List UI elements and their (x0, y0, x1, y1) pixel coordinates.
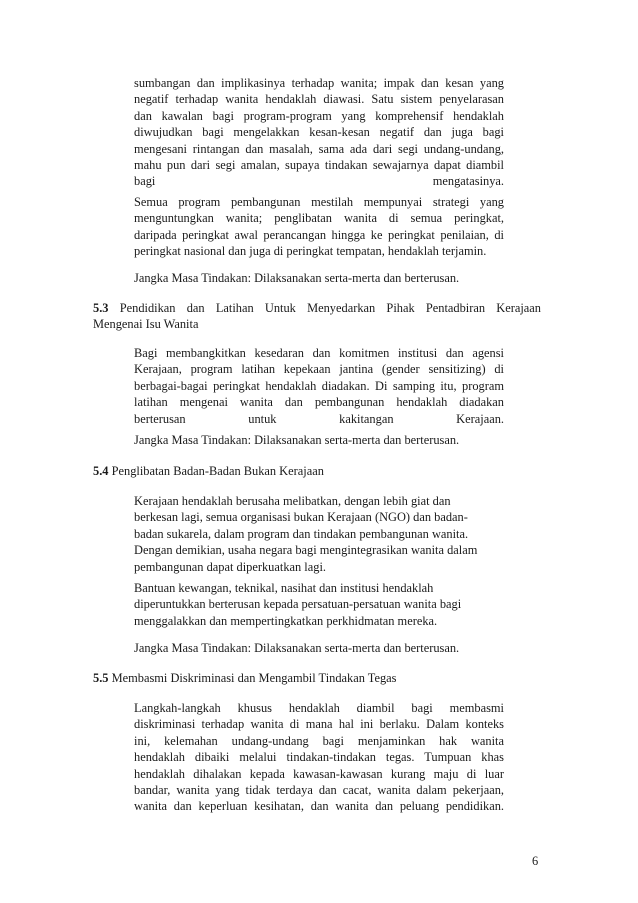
text-line: berkesan lagi, semua organisasi bukan Kerajaan (NGO) dan badan- (134, 510, 468, 525)
text-line: hendaklah dibaiki melalui tindakan-tindakan tegas. Tumpuan khas (134, 750, 504, 765)
text-line: menguntungkan wanita; penglibatan wanita di semua peringkat, (134, 211, 504, 226)
text-line: Semua program pembangunan mestilah mempunyai strategi yang (134, 195, 504, 209)
paragraph-financial-aid (134, 580, 504, 629)
paragraph-ngo (134, 493, 504, 575)
paragraph-discrimination (134, 700, 504, 815)
section-title: Membasmi Diskriminasi dan Mengambil Tindakan Tegas (111, 671, 397, 685)
text-line: sumbangan dan implikasinya terhadap wanita; impak dan kesan yang (134, 76, 504, 90)
paragraph-coordination (134, 75, 504, 190)
text-line: dan kawalan bagi program-program yang komprehensif hendaklah (134, 108, 504, 123)
text-line: bandar, wanita yang tidak terdaya dan cacat, wanita dalam pekerjaan, (134, 783, 504, 798)
section-number: 5.4 (93, 464, 109, 478)
text-line: Langkah-langkah khusus hendaklah diambil bagi membasmi (134, 701, 504, 715)
section-title: Pendidikan dan Latihan Untuk Menyedarkan Pihak Pentadbiran Kerajaan (119, 301, 541, 315)
text-line: negatif terhadap wanita hendaklah diawasi. Satu sistem penyelarasan (134, 92, 504, 107)
section-title-continued: Mengenai Isu Wanita (93, 317, 199, 332)
text-line: Dengan demikian, usaha negara bagi mengintegrasikan wanita dalam (134, 543, 478, 558)
text-line: Bantuan kewangan, teknikal, nasihat dan institusi hendaklah (134, 581, 434, 595)
text-line: berbagai-bagai peringkat hendaklah diadakan. Di samping itu, program (134, 378, 504, 393)
text-line: diwujudkan bagi mengelakkan kesan-kesan negatif dan juga bagi (134, 125, 504, 140)
text-line: pembangunan dapat diperkuatkan lagi. (134, 559, 326, 574)
text-line: Bagi membangkitkan kesedaran dan komitmen institusi dan agensi (134, 346, 504, 360)
section-heading-5-3 (93, 300, 541, 333)
text-line: bagi mengatasinya. (134, 174, 504, 189)
page-number: 6 (532, 854, 539, 868)
text-line: mahu pun dari segi amalan, supaya tindakan sewajarnya dapat diambil (134, 158, 504, 173)
text-line: mengesani rintangan dan masalah, sama ada dari segi undang-undang, (134, 141, 504, 156)
section-number: 5.5 (93, 671, 109, 685)
text-line: badan sukarela, dalam program dan tindakan pembangunan wanita. (134, 526, 469, 541)
text-line: daripada peringkat awal perancangan hingga ke peringkat penilaian, di (134, 227, 504, 242)
action-timeframe: Jangka Masa Tindakan: Dilaksanakan serta-merta dan berterusan. (134, 271, 460, 285)
paragraph-training (134, 345, 504, 427)
section-title: Penglibatan Badan-Badan Bukan Kerajaan (111, 464, 324, 478)
text-line: Kerajaan, program latihan kepekaan jantina (gender sensitizing) di (134, 362, 504, 377)
paragraph-development-strategy (134, 194, 504, 260)
section-number: 5.3 (93, 301, 109, 315)
text-line: menggalakkan dan mempertingkatkan perkhidmatan mereka. (134, 613, 438, 628)
text-line: berterusan untuk kakitangan Kerajaan. (134, 411, 504, 426)
section-heading-5-5 (93, 670, 504, 686)
action-timeframe: Jangka Masa Tindakan: Dilaksanakan serta-merta dan berterusan. (134, 641, 460, 655)
text-line: Kerajaan hendaklah berusaha melibatkan, dengan lebih giat dan (134, 494, 451, 508)
text-line: wanita dan keperluan kesihatan, dan wanita dan peluang pendidikan. (134, 799, 504, 814)
text-line: diskriminasi terhadap wanita di mana hal ini berlaku. Dalam konteks (134, 717, 504, 732)
text-line: hendaklah dihalakan kepada kawasan-kawasan kurang maju di luar (134, 766, 504, 781)
text-line: diperuntukkan berterusan kepada persatuan-persatuan wanita bagi (134, 597, 462, 612)
action-timeframe: Jangka Masa Tindakan: Dilaksanakan serta-merta dan berterusan. (134, 433, 460, 447)
text-line: latihan mengenai wanita dan pembangunan hendaklah diadakan (134, 395, 504, 410)
text-line: ini, kelemahan undang-undang bagi menjaminkan hak wanita (134, 733, 504, 748)
text-line: peringkat nasional dan juga di peringkat tempatan, hendaklah terjamin. (134, 244, 487, 259)
section-heading-5-4 (93, 463, 504, 479)
